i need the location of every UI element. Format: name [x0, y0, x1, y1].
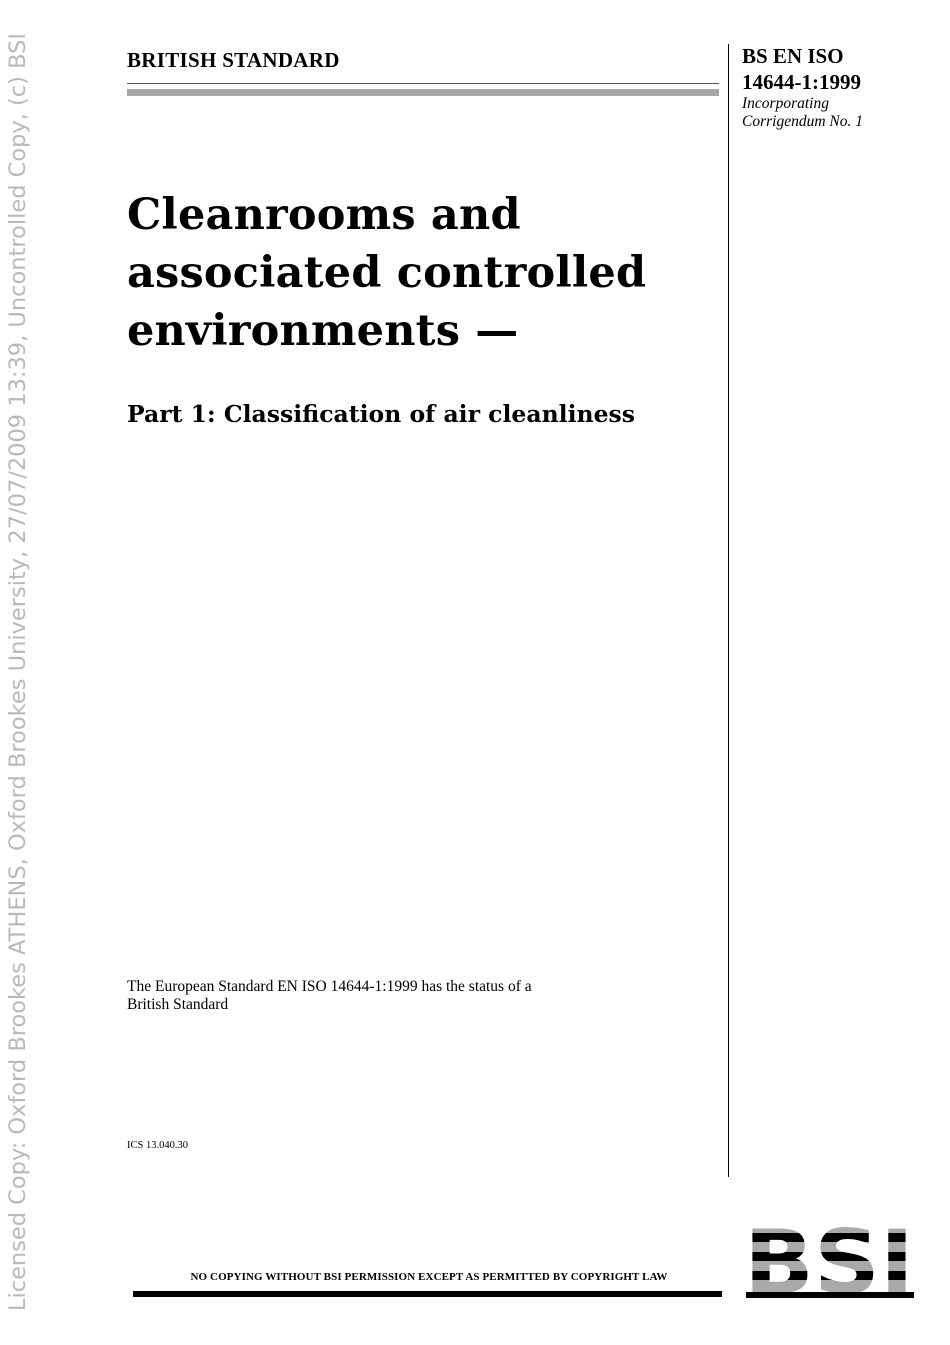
bsi-logo-icon — [744, 1222, 916, 1298]
sidebar-divider — [728, 44, 729, 1177]
header-rule-thin — [127, 83, 719, 84]
note-line-2: Corrigendum No. 1 — [742, 113, 863, 130]
document-type-label: BRITISH STANDARD — [127, 48, 340, 72]
title-line-2: associated controlled — [127, 248, 647, 298]
license-watermark: Licensed Copy: Oxford Brookes ATHENS, Oxford Brookes University, 27/07/2009 13:39, Uncontrolled Copy, (c) BSI — [5, 32, 31, 1312]
document-title — [127, 186, 717, 360]
reference-line-2: 14644-1:1999 — [742, 70, 861, 94]
header-rule-thick — [127, 89, 719, 96]
status-line-2: British Standard — [127, 996, 229, 1013]
title-line-3: environments — — [127, 306, 519, 356]
title-line-1: Cleanrooms and — [127, 190, 521, 240]
reference-line-1: BS EN ISO — [742, 44, 844, 68]
ics-code: ICS 13.040.30 — [127, 1140, 188, 1151]
note-line-1: Incorporating — [742, 95, 829, 112]
document-subtitle: Part 1: Classification of air cleanliness — [127, 400, 636, 428]
status-line-1: The European Standard EN ISO 14644-1:1999 has the status of a — [127, 978, 532, 995]
status-statement — [127, 978, 627, 1014]
standard-reference — [742, 43, 861, 95]
copyright-notice: NO COPYING WITHOUT BSI PERMISSION EXCEPT AS PERMITTED BY COPYRIGHT LAW — [190, 1271, 668, 1283]
corrigendum-note — [742, 95, 863, 131]
footer-rule — [133, 1291, 722, 1297]
